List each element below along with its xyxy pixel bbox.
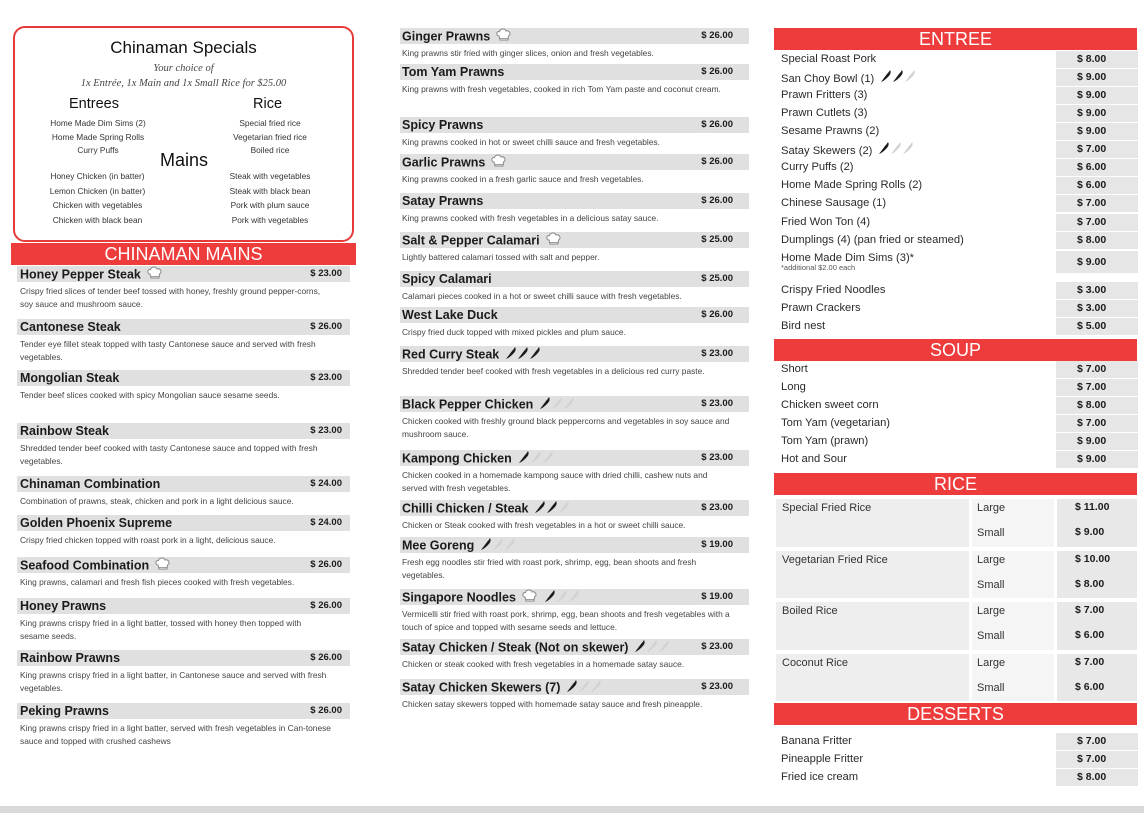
dish-description: Chicken or Steak cooked with fresh vegetables in a hot or sweet chilli sauce.: [402, 520, 686, 530]
dish-price: $ 26.00: [310, 321, 342, 332]
specials-main-item: Pork with vegetables: [231, 215, 309, 225]
specials-choice-line2: 1x Entrée, 1x Main and 1x Small Rice for $25.00: [80, 78, 287, 89]
specials-rice-item: Boiled rice: [250, 145, 290, 155]
item-name: Dumplings (4) (pan fried or steamed): [781, 234, 964, 246]
dish-price: $ 26.00: [701, 309, 733, 320]
item-name: Chinese Sausage (1): [781, 197, 887, 209]
dish-description: King prawns cooked in a fresh garlic sauce and fresh vegetables.: [402, 174, 644, 184]
dish-description: Fresh egg noodles stir fried with roast pork, shrimp, egg, bean shoots and fresh vegetables.: [402, 557, 697, 580]
specials-rice-heading: Rice: [253, 96, 283, 112]
dish-price: $ 23.00: [701, 348, 733, 359]
dish-title-bar: [17, 423, 350, 439]
item-name: Home Made Dim Sims (3)*: [781, 252, 915, 264]
rice-size-large: Large: [977, 553, 1006, 566]
specials-rice-item: Vegetarian fried rice: [233, 132, 307, 142]
dish-name: Garlic Prawns: [402, 154, 507, 172]
dish-description: King prawns cooked in hot or sweet chilli sauce and fresh vegetables.: [402, 137, 660, 147]
dish-price: $ 19.00: [701, 591, 733, 602]
rice-item-name: Coconut Rice: [782, 656, 849, 669]
dish-price: $ 23.00: [701, 398, 733, 409]
dish-description: Shredded tender beef cooked with fresh vegetables in a delicious red curry paste.: [402, 366, 705, 376]
chef-hat-icon: [147, 266, 163, 284]
item-price: $ 7.00: [1056, 733, 1138, 750]
dish-item: [400, 396, 749, 440]
item-price: $ 7.00: [1056, 361, 1138, 378]
dish-title-bar: [400, 450, 749, 466]
dish-description: King prawns with fresh vegetables, cooked in rich Tom Yam paste and coconut cream.: [402, 84, 721, 94]
item-price: $ 7.00: [1056, 195, 1138, 212]
dish-price: $ 25.00: [701, 234, 733, 245]
dish-description: Crispy fried duck topped with mixed pickles and plum sauce.: [402, 327, 626, 337]
dish-price: $ 23.00: [701, 681, 733, 692]
dish-price: $ 24.00: [310, 517, 342, 528]
dish-title-bar: [400, 271, 749, 287]
dish-item: [400, 271, 749, 303]
chef-hat-icon: [546, 232, 562, 250]
item-name: Fried Won Ton (4): [781, 216, 871, 228]
chef-hat-icon: [155, 557, 171, 575]
item-name: Prawn Crackers: [781, 302, 861, 314]
item-name: Prawn Cutlets (3): [781, 107, 868, 119]
dish-item: [400, 154, 749, 186]
item-price: $ 9.00: [1056, 251, 1138, 273]
dish-title-bar: [400, 117, 749, 133]
chilli-icon: [539, 396, 579, 414]
chilli-icon: [505, 346, 545, 364]
dish-name: Mongolian Steak: [20, 371, 120, 385]
rice-size-small: Small: [977, 527, 1005, 539]
specials-main-item: Chicken with black bean: [52, 215, 143, 225]
dish-price: $ 23.00: [310, 268, 342, 279]
dish-title-bar: [400, 639, 749, 655]
specials-mains-heading: Mains: [160, 150, 209, 170]
dish-description: King prawns crispy fried in a light batter, in Cantonese sauce and served with fresh vegetables.: [20, 670, 327, 693]
dish-description: King prawns crispy fried in a light batter, served with fresh vegetables in Can-tonese sauce and topped with crushed cashews: [20, 723, 331, 746]
rice-item-name: Vegetarian Fried Rice: [782, 553, 888, 566]
dish-item: [400, 346, 749, 378]
dish-title-bar: [400, 500, 749, 516]
item-price: $ 3.00: [1056, 300, 1138, 317]
dish-description: King prawns cooked with fresh vegetables in a delicious satay sauce.: [402, 213, 659, 223]
dish-name: Golden Phoenix Supreme: [20, 516, 173, 530]
dish-item: [17, 370, 350, 402]
item-price: $ 7.00: [1056, 415, 1138, 432]
specials-entree-item: Home Made Dim Sims (2): [50, 118, 146, 128]
item-name: Special Roast Pork: [781, 53, 877, 65]
item-price: $ 3.00: [1056, 282, 1138, 299]
dish-name: Tom Yam Prawns: [402, 65, 505, 79]
rice-price-small: $ 6.00: [1075, 629, 1105, 641]
chilli-icon: [480, 537, 520, 555]
dish-item: [17, 266, 350, 310]
item-name: Satay Skewers (2): [781, 144, 873, 157]
dish-name: Rainbow Steak: [20, 424, 109, 438]
dish-title-bar: [400, 679, 749, 695]
rice-banner: RICE: [774, 473, 1137, 495]
item-name: Crispy Fried Noodles: [781, 284, 886, 296]
dish-name: Chinaman Combination: [20, 477, 161, 491]
item-name: Prawn Fritters (3): [781, 89, 868, 101]
dish-description: Combination of prawns, steak, chicken and pork in a light delicious sauce.: [20, 496, 294, 506]
dish-item: [400, 28, 749, 60]
dish-title-bar: [400, 232, 749, 248]
dish-title-bar: [17, 515, 350, 531]
item-price: $ 9.00: [1056, 123, 1138, 140]
rice-size-small: Small: [977, 630, 1005, 642]
entree-banner: ENTREE: [774, 28, 1137, 50]
item-price: $ 7.00: [1056, 379, 1138, 396]
item-note: *additional $2.00 each: [781, 263, 856, 272]
dish-title-bar: [400, 307, 749, 323]
rice-item-name: Boiled Rice: [782, 605, 838, 617]
dish-item: [17, 703, 350, 747]
chef-hat-icon: [522, 589, 538, 607]
dish-title-bar: [400, 537, 749, 553]
dish-name: Cantonese Steak: [20, 320, 121, 334]
specials-main-item: Chicken with vegetables: [52, 200, 143, 210]
dish-name: Satay Prawns: [402, 194, 484, 208]
dish-description: King prawns stir fried with ginger slices, onion and fresh vegetables.: [402, 48, 654, 58]
dish-name: Seafood Combination: [20, 557, 171, 575]
dish-item: [400, 117, 749, 149]
specials-main-item: Lemon Chicken (in batter): [49, 186, 146, 196]
item-price: $ 9.00: [1056, 433, 1138, 450]
dish-description: Tender beef slices cooked with spicy Mongolian sauce sesame seeds.: [20, 390, 280, 400]
specials-entrees-heading: Entrees: [69, 96, 119, 112]
dish-item: [17, 650, 350, 694]
chilli-icon: [880, 69, 920, 89]
dish-price: $ 23.00: [310, 425, 342, 436]
rice-size-large: Large: [977, 605, 1006, 617]
dish-price: $ 26.00: [701, 30, 733, 41]
chilli-icon: [518, 450, 558, 468]
dish-item: [17, 476, 350, 508]
dish-item: [17, 557, 350, 589]
item-price: $ 9.00: [1056, 69, 1138, 86]
rice-size-large: Large: [977, 656, 1006, 669]
dish-item: [400, 64, 749, 96]
chef-hat-icon: [491, 154, 507, 172]
item-price: $ 6.00: [1056, 177, 1138, 194]
dish-item: [400, 639, 749, 671]
item-name: Curry Puffs (2): [781, 161, 854, 173]
dish-item: [400, 450, 749, 494]
item-price: $ 7.00: [1056, 214, 1138, 231]
dish-title-bar: [17, 598, 350, 614]
rice-price-large: $ 10.00: [1075, 552, 1111, 565]
item-name: Home Made Spring Rolls (2): [781, 179, 923, 191]
item-name: Tom Yam (vegetarian): [781, 417, 891, 429]
specials-box: [13, 26, 354, 242]
dish-title-bar: [17, 650, 350, 666]
specials-entree-item: Curry Puffs: [77, 145, 119, 155]
dish-description: Lightly battered calamari tossed with salt and pepper.: [402, 252, 600, 262]
dish-price: $ 23.00: [310, 372, 342, 383]
dish-item: [17, 598, 350, 642]
dish-description: Shredded tender beef cooked with tasty Cantonese sauce and topped with fresh vegetables.: [20, 443, 318, 466]
specials-rice-item: Special fried rice: [239, 118, 301, 128]
dish-name: Kampong Chicken: [402, 450, 558, 468]
item-price: $ 7.00: [1056, 141, 1138, 158]
dish-name: Ginger Prawns: [402, 28, 512, 46]
dish-name: Spicy Prawns: [402, 118, 484, 132]
rice-price-small: $ 8.00: [1075, 577, 1105, 590]
rice-price-large: $ 11.00: [1075, 501, 1110, 513]
specials-main-item: Pork with plum sauce: [230, 200, 310, 210]
item-name: San Choy Bowl (1): [781, 72, 875, 85]
item-price: $ 9.00: [1056, 451, 1138, 468]
rice-size-large: Large: [977, 502, 1006, 514]
dish-item: [17, 423, 350, 467]
item-price: $ 8.00: [1056, 232, 1138, 249]
rice-price-large: $ 7.00: [1075, 655, 1105, 668]
dish-title-bar: [17, 557, 350, 573]
rice-price-large: $ 7.00: [1075, 604, 1105, 616]
dish-name: Chilli Chicken / Steak: [402, 500, 574, 518]
dish-title-bar: [400, 193, 749, 209]
dish-description: Chicken cooked with freshly ground black peppercorns and vegetables in soy sauce and mushroom sauce.: [402, 416, 730, 439]
dish-item: [17, 515, 350, 547]
dish-name: Satay Chicken Skewers (7): [402, 679, 606, 697]
dish-title-bar: [17, 476, 350, 492]
mains-banner: CHINAMAN MAINS: [11, 243, 356, 265]
dish-name: Satay Chicken / Steak (Not on skewer): [402, 639, 674, 657]
dish-name: Singapore Noodles: [402, 589, 584, 607]
dish-title-bar: [400, 64, 749, 80]
dish-description: Crispy fried slices of tender beef tossed with honey, freshly ground pepper-corns, soy sauce and mushroom sauce.: [20, 286, 321, 309]
dish-price: $ 23.00: [701, 641, 733, 652]
dish-price: $ 26.00: [310, 559, 342, 570]
dish-price: $ 25.00: [701, 273, 733, 284]
dish-name: Honey Pepper Steak: [20, 266, 163, 284]
dish-price: $ 26.00: [310, 600, 342, 611]
bottom-strip: [0, 806, 1144, 813]
item-price: $ 7.00: [1056, 751, 1138, 768]
dish-name: Honey Prawns: [20, 599, 107, 613]
rice-table: [774, 497, 1137, 701]
dish-description: Calamari pieces cooked in a hot or sweet chilli sauce with fresh vegetables.: [402, 291, 682, 301]
rice-size-small: Small: [977, 681, 1005, 694]
dish-item: [400, 589, 749, 633]
item-price: $ 9.00: [1056, 87, 1138, 104]
dish-title-bar: [17, 266, 350, 282]
dish-title-bar: [17, 319, 350, 335]
soup-banner: SOUP: [774, 339, 1137, 361]
dish-price: $ 26.00: [701, 156, 733, 167]
specials-main-item: Steak with vegetables: [229, 171, 311, 181]
item-name: Short: [781, 363, 808, 375]
dish-description: Chicken cooked in a homemade kampong sauce with dried chilli, cashew nuts and served with fresh vegetables.: [402, 470, 708, 493]
dish-item: [17, 319, 350, 363]
specials-main-item: Steak with black bean: [229, 186, 311, 196]
dish-item: [400, 537, 749, 581]
dish-price: $ 19.00: [701, 539, 733, 550]
item-price: $ 8.00: [1056, 769, 1138, 786]
dish-name: Rainbow Prawns: [20, 651, 121, 665]
dish-price: $ 24.00: [310, 478, 342, 489]
dish-description: Vermicelli stir fried with roast pork, shrimp, egg, bean shoots and fresh vegetables with a touch of spice and topped with sesame seeds and lettuce.: [402, 609, 730, 632]
dish-price: $ 26.00: [310, 705, 342, 716]
dish-price: $ 23.00: [701, 452, 733, 463]
dish-description: King prawns crispy fried in a light batter, tossed with honey then topped with sesame seeds.: [20, 618, 302, 641]
dish-title-bar: [400, 28, 749, 44]
dish-description: Tender eye fillet steak topped with tasty Cantonese sauce and served with fresh vegetables.: [20, 339, 316, 362]
item-price: $ 9.00: [1056, 105, 1138, 122]
dish-item: [400, 500, 749, 532]
dish-name: Red Curry Steak: [402, 346, 545, 364]
item-price: $ 5.00: [1056, 318, 1138, 335]
dish-name: Spicy Calamari: [402, 272, 492, 286]
dish-description: Chicken or steak cooked with fresh vegetables in a homemade satay sauce.: [402, 659, 685, 669]
rice-price-small: $ 6.00: [1075, 680, 1105, 693]
dish-name: Mee Goreng: [402, 537, 520, 555]
chilli-icon: [878, 141, 918, 161]
dish-price: $ 23.00: [701, 502, 733, 513]
dish-item: [400, 193, 749, 225]
rice-item-name: Special Fried Rice: [782, 502, 872, 514]
desserts-banner: DESSERTS: [774, 703, 1137, 725]
dish-price: $ 26.00: [701, 66, 733, 77]
item-name: Long: [781, 381, 806, 393]
dish-name: Peking Prawns: [20, 704, 109, 718]
item-name: Banana Fritter: [781, 735, 852, 747]
dish-price: $ 26.00: [701, 195, 733, 206]
dish-item: [400, 232, 749, 264]
item-name: Hot and Sour: [781, 453, 847, 465]
dish-title-bar: [400, 346, 749, 362]
dish-description: Chicken satay skewers topped with homemade satay sauce and fresh pineapple.: [402, 699, 703, 709]
dish-title-bar: [17, 370, 350, 386]
item-name: Bird nest: [781, 320, 826, 332]
dish-price: $ 26.00: [701, 119, 733, 130]
specials-title: Chinaman Specials: [110, 38, 257, 57]
chef-hat-icon: [496, 28, 512, 46]
item-price: $ 6.00: [1056, 159, 1138, 176]
dish-name: West Lake Duck: [402, 308, 498, 322]
chilli-icon: [566, 679, 606, 697]
item-name: Tom Yam (prawn): [781, 435, 869, 447]
specials-main-item: Honey Chicken (in batter): [50, 171, 145, 181]
specials-entree-item: Home Made Spring Rolls: [51, 132, 145, 142]
item-name: Fried ice cream: [781, 771, 859, 783]
dish-description: King prawns, calamari and fresh fish pieces cooked with fresh vegetables.: [20, 577, 295, 587]
rice-size-small: Small: [977, 578, 1005, 591]
item-name: Sesame Prawns (2): [781, 125, 880, 137]
item-price: $ 8.00: [1056, 51, 1138, 68]
item-name: Pineapple Fritter: [781, 753, 864, 765]
dish-name: Black Pepper Chicken: [402, 396, 579, 414]
dish-title-bar: [400, 396, 749, 412]
dish-title-bar: [400, 589, 749, 605]
item-name: Chicken sweet corn: [781, 399, 879, 411]
dish-name: Salt & Pepper Calamari: [402, 232, 562, 250]
rice-price-small: $ 9.00: [1075, 526, 1105, 538]
dish-title-bar: [17, 703, 350, 719]
specials-choice-line1: Your choice of: [153, 63, 214, 74]
dish-title-bar: [400, 154, 749, 170]
chilli-icon: [634, 639, 674, 657]
dish-item: [400, 679, 749, 711]
dish-item: [400, 307, 749, 339]
chilli-icon: [544, 589, 584, 607]
dish-price: $ 26.00: [310, 652, 342, 663]
dish-description: Crispy fried chicken topped with roast pork in a light, delicious sauce.: [20, 535, 276, 545]
chilli-icon: [534, 500, 574, 518]
item-price: $ 8.00: [1056, 397, 1138, 414]
